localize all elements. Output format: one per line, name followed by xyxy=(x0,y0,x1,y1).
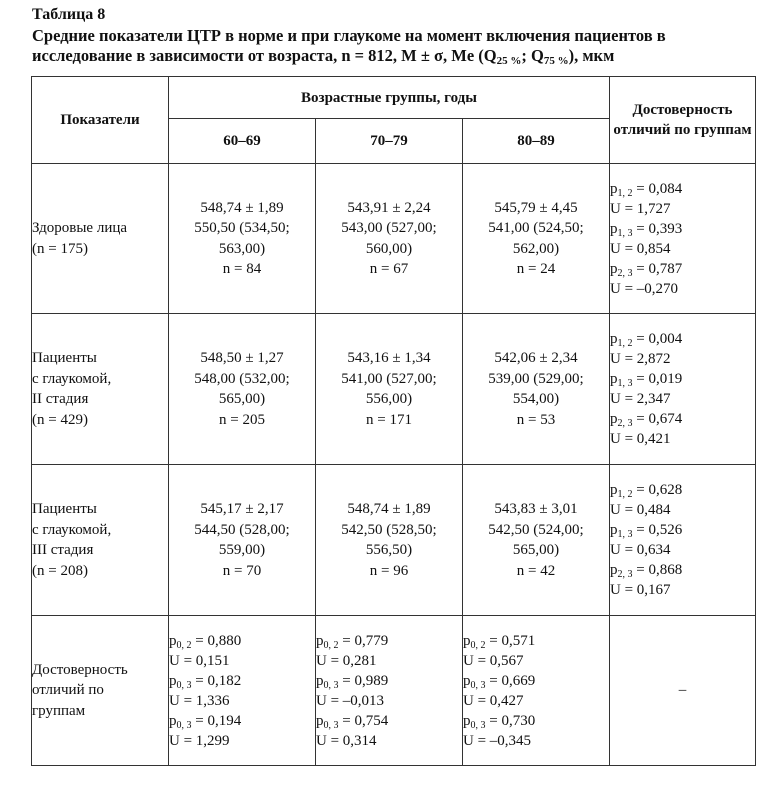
value-line: 539,00 (529,00; xyxy=(488,370,584,387)
significance-cell-group-2 xyxy=(316,616,463,766)
value-line: 541,00 (527,00; xyxy=(341,370,437,387)
p-subscript: 0, 2 xyxy=(323,639,339,651)
significance-line xyxy=(610,409,755,429)
row-label-line: группам xyxy=(32,702,86,719)
value-cell-group-2 xyxy=(316,465,463,616)
p-subscript: 1, 2 xyxy=(617,338,633,349)
significance-line xyxy=(610,219,755,239)
row-label-line: (n = 429) xyxy=(32,411,88,428)
value-line: 543,16 ± 1,34 xyxy=(347,350,431,366)
value-line: 560,00) xyxy=(365,240,413,257)
row-label-line: (n = 175) xyxy=(32,240,88,257)
p-subscript: 2, 3 xyxy=(617,418,633,429)
significance-line xyxy=(169,711,315,731)
p-symbol: p xyxy=(610,260,618,277)
row-label-line: Пациенты xyxy=(32,350,97,366)
significance-line: U = 2,347 xyxy=(610,391,671,407)
value-line: n = 171 xyxy=(366,411,412,428)
significance-line: U = –0,345 xyxy=(463,732,532,749)
significance-line xyxy=(169,671,315,691)
header-group-70-79: 70–79 xyxy=(316,119,463,164)
significance-line xyxy=(610,520,755,540)
p-value: = 0,019 xyxy=(632,371,683,387)
value-line: 543,83 ± 3,01 xyxy=(494,501,578,517)
significance-line: U = 0,427 xyxy=(463,692,524,709)
data-table xyxy=(31,76,756,766)
value-line: 548,00 (532,00; xyxy=(194,370,290,387)
q2-subscript: 75 % xyxy=(543,55,569,67)
row-label-line: отличий по xyxy=(32,682,104,699)
p-symbol: p xyxy=(463,672,471,689)
value-line: n = 205 xyxy=(219,411,265,428)
row-label xyxy=(32,465,169,616)
significance-line xyxy=(316,711,462,731)
significance-cell xyxy=(610,164,756,314)
significance-line: U = –0,013 xyxy=(316,692,385,709)
significance-line: U = 1,299 xyxy=(169,732,230,749)
significance-line: U = 2,872 xyxy=(610,351,671,367)
table-row xyxy=(32,465,756,616)
p-subscript: 0, 3 xyxy=(176,719,192,731)
value-line: n = 24 xyxy=(516,261,556,277)
significance-line: U = 0,567 xyxy=(463,652,524,669)
p-value: = 0,880 xyxy=(191,632,242,649)
p-value: = 0,194 xyxy=(191,712,242,729)
header-age-groups: Возрастные группы, годы xyxy=(169,77,610,119)
value-cell-group-2 xyxy=(316,164,463,314)
significance-cell-group-3 xyxy=(463,616,610,766)
p-subscript: 0, 3 xyxy=(323,679,339,691)
row-label-line: (n = 208) xyxy=(32,562,88,579)
value-line: 548,50 ± 1,27 xyxy=(200,350,284,366)
title-end: ), мкм xyxy=(568,46,615,65)
q1-subscript: 25 % xyxy=(496,55,522,67)
table-caption xyxy=(32,4,762,66)
value-cell-group-1 xyxy=(169,465,316,616)
p-subscript: 1, 3 xyxy=(617,227,633,239)
p-value: = 0,004 xyxy=(632,331,683,347)
table-number: Таблица 8 xyxy=(32,6,106,23)
value-line: 556,50) xyxy=(365,542,413,558)
significance-line: U = 0,314 xyxy=(316,732,377,749)
row-label-line: с глаукомой, xyxy=(32,370,112,387)
value-line: 550,50 (534,50; xyxy=(194,220,290,236)
significance-line: U = 1,336 xyxy=(169,692,230,709)
header-significance: Достоверность отличий по группам xyxy=(610,77,756,164)
table-row-significance xyxy=(32,616,756,766)
table-row xyxy=(32,314,756,465)
p-subscript: 0, 3 xyxy=(323,719,339,731)
value-line: 545,17 ± 2,17 xyxy=(200,501,284,517)
value-line: 541,00 (524,50; xyxy=(488,220,584,236)
p-subscript: 0, 2 xyxy=(176,639,192,651)
row-label xyxy=(32,164,169,314)
title-text: Средние показатели ЦТР в норме и при глаукоме на момент включения пациентов в исследование в зависимости от возраста, n = 812, M ± σ, Me (Q xyxy=(32,26,666,65)
value-line: n = 70 xyxy=(222,562,262,579)
p-symbol: p xyxy=(169,672,177,689)
p-symbol: p xyxy=(316,712,324,729)
value-line: 543,91 ± 2,24 xyxy=(347,199,431,216)
p-symbol: p xyxy=(169,712,177,729)
title-separator: ; Q xyxy=(521,46,544,65)
p-symbol: p xyxy=(610,180,618,197)
value-line: 544,50 (528,00; xyxy=(194,521,290,538)
p-subscript: 0, 2 xyxy=(470,639,486,651)
p-symbol: p xyxy=(610,522,618,538)
significance-line xyxy=(463,711,609,731)
value-line: 545,79 ± 4,45 xyxy=(494,199,578,216)
p-subscript: 1, 3 xyxy=(617,378,633,389)
significance-line xyxy=(610,480,755,500)
row-label-line: Пациенты xyxy=(32,501,97,517)
significance-line: U = 0,484 xyxy=(610,502,671,518)
significance-line xyxy=(169,631,315,651)
significance-line xyxy=(463,631,609,651)
p-value: = 0,787 xyxy=(632,260,683,277)
header-group-80-89: 80–89 xyxy=(463,119,610,164)
value-line: n = 67 xyxy=(369,261,409,277)
value-cell-group-3 xyxy=(463,164,610,314)
row-label xyxy=(32,616,169,766)
p-value: = 0,084 xyxy=(632,180,683,197)
p-symbol: p xyxy=(610,331,618,347)
row-label-line: II стадия xyxy=(32,391,89,407)
significance-line: U = –0,270 xyxy=(610,280,679,297)
p-value: = 0,730 xyxy=(485,712,536,729)
p-subscript: 0, 3 xyxy=(176,679,192,691)
value-line: 548,74 ± 1,89 xyxy=(200,199,284,216)
p-subscript: 2, 3 xyxy=(617,267,633,279)
significance-line xyxy=(610,179,755,199)
significance-line: U = 0,151 xyxy=(169,652,230,669)
significance-line xyxy=(610,259,755,279)
p-value: = 0,571 xyxy=(485,632,536,649)
value-line: n = 96 xyxy=(369,562,409,579)
value-line: 556,00) xyxy=(365,391,413,407)
value-line: n = 42 xyxy=(516,562,556,579)
table-title xyxy=(32,26,762,66)
header-row-1 xyxy=(32,77,756,119)
p-value: = 0,779 xyxy=(338,632,389,649)
p-symbol: p xyxy=(610,220,618,237)
p-subscript: 2, 3 xyxy=(617,569,633,580)
value-line: 565,00) xyxy=(512,542,560,558)
p-symbol: p xyxy=(610,411,618,427)
p-symbol: p xyxy=(610,482,618,498)
p-subscript: 0, 3 xyxy=(470,719,486,731)
p-value: = 0,182 xyxy=(191,672,242,689)
value-line: 542,50 (528,50; xyxy=(341,521,437,538)
value-line: 554,00) xyxy=(512,391,560,407)
value-cell-group-3 xyxy=(463,465,610,616)
significance-line xyxy=(316,671,462,691)
row-label xyxy=(32,314,169,465)
row-label-line: III стадия xyxy=(32,542,94,558)
p-value: = 0,754 xyxy=(338,712,389,729)
p-symbol: p xyxy=(463,712,471,729)
significance-line xyxy=(610,329,755,349)
p-subscript: 0, 3 xyxy=(470,679,486,691)
p-value: = 0,989 xyxy=(338,672,389,689)
significance-line: U = 0,281 xyxy=(316,652,377,669)
value-line: 543,00 (527,00; xyxy=(341,220,437,236)
significance-dash: – xyxy=(610,616,756,766)
table-body xyxy=(32,164,756,766)
p-value: = 0,868 xyxy=(632,562,683,578)
significance-line: U = 0,421 xyxy=(610,431,671,447)
value-line: 563,00) xyxy=(218,240,266,257)
significance-line xyxy=(610,369,755,389)
significance-line: U = 1,727 xyxy=(610,200,671,217)
value-line: 542,06 ± 2,34 xyxy=(494,350,578,366)
value-cell-group-2 xyxy=(316,314,463,465)
header-indicators: Показатели xyxy=(32,77,169,164)
significance-line xyxy=(610,560,755,580)
value-line: 542,50 (524,00; xyxy=(488,521,584,538)
significance-line: U = 0,634 xyxy=(610,542,671,558)
significance-line xyxy=(316,631,462,651)
p-value: = 0,526 xyxy=(632,522,683,538)
p-subscript: 1, 2 xyxy=(617,187,633,199)
row-label-line: Здоровые лица xyxy=(32,220,128,236)
p-symbol: p xyxy=(316,632,324,649)
p-value: = 0,674 xyxy=(632,411,683,427)
p-symbol: p xyxy=(316,672,324,689)
value-cell-group-3 xyxy=(463,314,610,465)
significance-line: U = 0,854 xyxy=(610,240,671,257)
p-value: = 0,628 xyxy=(632,482,683,498)
significance-cell xyxy=(610,314,756,465)
p-symbol: p xyxy=(169,632,177,649)
header-group-60-69: 60–69 xyxy=(169,119,316,164)
significance-cell-group-1 xyxy=(169,616,316,766)
p-symbol: p xyxy=(463,632,471,649)
significance-cell xyxy=(610,465,756,616)
p-subscript: 1, 3 xyxy=(617,529,633,540)
value-line: 562,00) xyxy=(512,240,560,257)
value-cell-group-1 xyxy=(169,164,316,314)
p-symbol: p xyxy=(610,371,618,387)
value-line: 548,74 ± 1,89 xyxy=(347,501,431,517)
p-value: = 0,393 xyxy=(632,220,683,237)
significance-line xyxy=(463,671,609,691)
value-line: n = 53 xyxy=(516,411,556,428)
row-label-line: с глаукомой, xyxy=(32,521,112,538)
p-symbol: p xyxy=(610,562,618,578)
table-row xyxy=(32,164,756,314)
significance-line: U = 0,167 xyxy=(610,582,671,598)
p-subscript: 1, 2 xyxy=(617,489,633,500)
row-label-line: Достоверность xyxy=(32,661,128,678)
value-line: n = 84 xyxy=(222,261,262,277)
value-cell-group-1 xyxy=(169,314,316,465)
value-line: 565,00) xyxy=(218,391,266,407)
p-value: = 0,669 xyxy=(485,672,536,689)
value-line: 559,00) xyxy=(218,542,266,558)
